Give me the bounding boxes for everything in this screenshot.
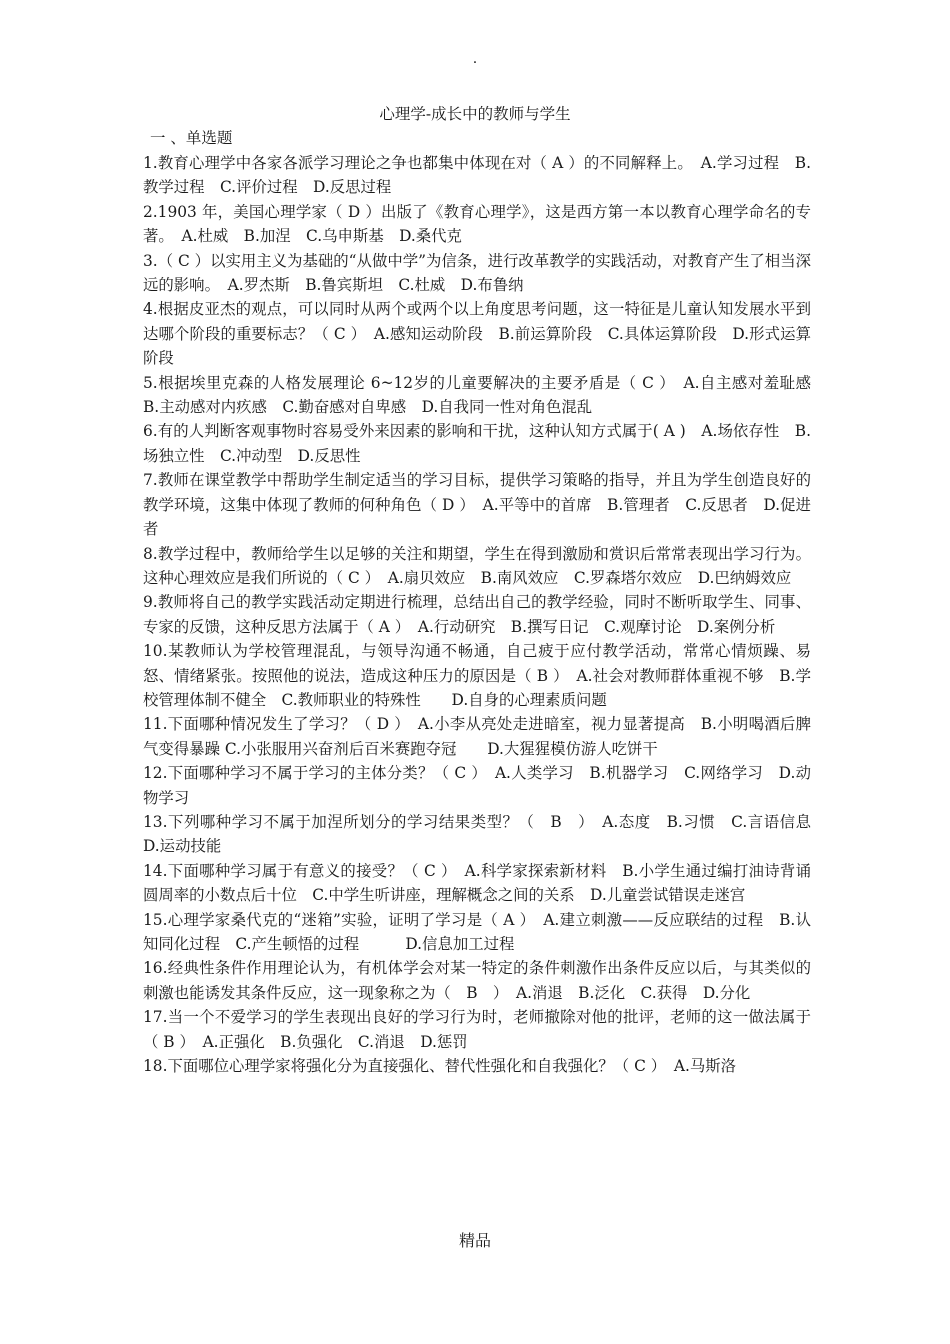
question-item: 12.下面哪种学习不属于学习的主体分类？（ C ） A.人类学习 B.机器学习 C.网络学习 D.动物学习 — [143, 764, 811, 807]
question-item: 5.根据埃里克森的人格发展理论 6~12岁的儿童要解决的主要矛盾是（ C ） A.自主感对羞耻感 B.主动感对内疚感 C.勤奋感对自卑感 D.自我同一性对角色混乱 — [143, 373, 827, 417]
question-item: 2.1903 年，美国心理学家（ D ）出版了《教育心理学》，这是西方第一本以教育心理学命名的专著。 A.杜威 B.加涅 C.乌申斯基 D.桑代克 — [143, 202, 811, 246]
question-item: 3.（ C ）以实用主义为基础的“从做中学”为信条，进行改革教学的实践活动，对教育产生了相当深远的影响。 A.罗杰斯 B.鲁宾斯坦 C.杜威 D.布鲁纳 — [143, 251, 811, 295]
question-item: 18.下面哪位心理学家将强化分为直接强化、替代性强化和自我强化？（ C ） A.马斯洛 — [143, 1057, 737, 1076]
question-item: 9.教师将自己的教学实践活动定期进行梳理，总结出自己的教学经验，同时不断听取学生、同事、专家的反馈，这种反思方法属于（ A ） A.行动研究 B.撰写日记 C.观摩讨论 D.案例分析 — [143, 593, 811, 636]
question-item: 11.下面哪种情况发生了学习？（ D ） A.小李从亮处走进暗室，视力显著提高 B.小明喝酒后脾气变得暴躁 C.小张服用兴奋剂后百米赛跑夺冠 D.大猩猩模仿游人吃饼干 — [143, 715, 811, 758]
document-title: 心理学-成长中的教师与学生 — [379, 105, 571, 123]
question-item: 4.根据皮亚杰的观点，可以同时从两个或两个以上角度思考问题，这一特征是儿童认知发展水平到达哪个阶段的重要标志？（ C ） A.感知运动阶段 B.前运算阶段 C.具体运算阶段 D.形式运算阶段 — [143, 300, 811, 368]
question-item: 15.心理学家桑代克的“迷箱”实验，证明了学习是（ A ） A.建立刺激——反应联结的过程 B.认知同化过程 C.产生顿悟的过程 D.信息加工过程 — [143, 910, 811, 953]
question-item: 8.教学过程中，教师给学生以足够的关注和期望，学生在得到激励和赏识后常常表现出学习行为。这种心理效应是我们所说的（ C ） A.扇贝效应 B.南风效应 C.罗森塔尔效应 D.巴纳姆效应 — [143, 544, 811, 587]
question-item: 13.下列哪种学习不属于加涅所划分的学习结果类型？（ B ） A.态度 B.习惯 C.言语信息 D.运动技能 — [143, 812, 827, 856]
question-item: 1.教育心理学中各家各派学习理论之争也都集中体现在对（ A ）的不同解释上。 A.学习过程 B.教学过程 C.评价过程 D.反思过程 — [143, 154, 811, 197]
footer-label: 精品 — [458, 1231, 491, 1250]
question-item: 17.当一个不爱学习的学生表现出良好的学习行为时，老师撤除对他的批评，老师的这一做法属于（ B ） A.正强化 B.负强化 C.消退 D.惩罚 — [143, 1008, 811, 1051]
question-list — [143, 151, 827, 1078]
question-item: 14.下面哪种学习属于有意义的接受？（ C ） A.科学家探索新材料 B.小学生通过编打油诗背诵圆周率的小数点后十位 C.中学生听讲座，理解概念之间的关系 D.儿童尝试错误走迷宫 — [143, 861, 811, 905]
section-heading: 一 、单选题 — [150, 129, 233, 147]
question-item: 7.教师在课堂教学中帮助学生制定适当的学习目标，提供学习策略的指导，并且为学生创造良好的教学环境，这集中体现了教师的何种角色（ D ） A.平等中的首席 B.管理者 C.反思者 D.促进者 — [143, 471, 811, 539]
question-item: 6.有的人判断客观事物时容易受外来因素的影响和干扰，这种认知方式属于( A ) A.场依存性 B.场独立性 C.冲动型 D.反思性 — [143, 422, 811, 465]
question-item: 16.经典性条件作用理论认为，有机体学会对某一特定的条件刺激作出条件反应以后，与其类似的刺激也能诱发其条件反应，这一现象称之为（ B ） A.消退 B.泛化 C.获得 D.分化 — [143, 959, 811, 1002]
header-dot: . — [472, 51, 478, 67]
question-item: 10.某教师认为学校管理混乱，与领导沟通不畅通，自己疲于应付教学活动，常常心情烦躁、易怒、情绪紧张。按照他的说法，造成这种压力的原因是（ B ） A.社会对教师群体重视不够 B.学校管理体制不健全 C.教师职业的特殊性 D.自身的心理素质问题 — [143, 642, 811, 709]
